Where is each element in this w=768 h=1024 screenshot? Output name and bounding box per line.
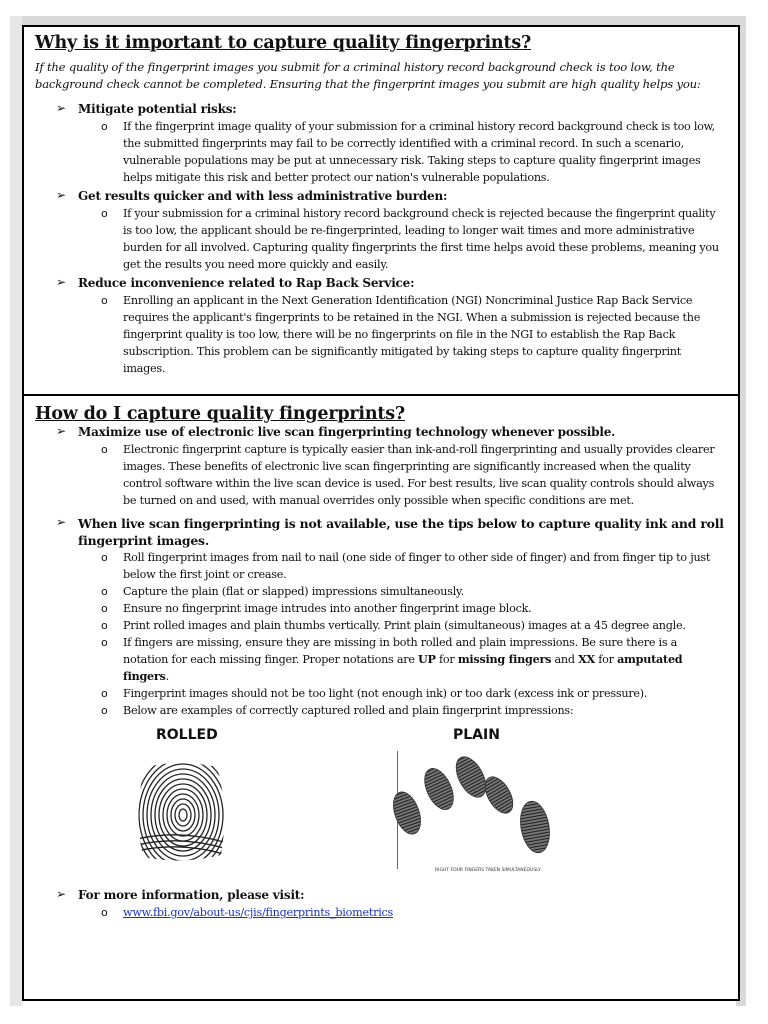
benefit-text: Enrolling an applicant in the Next Generation Identification (NGI) Noncriminal Justice Rap Back Service requires the applicant's fingerprints to be retained in the NGI. When a submission is rejected because the fingerprint quality is too low, there will be no fingerprints on file in the NGI to establish the Rap Back subscription. This problem can be significantly mitigated by taking steps to capture quality fingerprint images. [123, 294, 701, 375]
tip-detail [78, 600, 724, 617]
arrow-bullet-icon: ➢ [56, 424, 67, 438]
tip-detail [78, 685, 724, 702]
missing-fingers-term: missing fingers [457, 652, 552, 666]
tip-text: Electronic fingerprint capture is typically easier than ink-and-roll fingerprinting and usually provides clearer images. These benefits of electronic live scan fingerprinting are significantly increased when the quality control software within the live scan device is used. For best results, live scan quality controls should always be turned on and used, with manual overrides only possible when specific conditions are met. [123, 443, 715, 507]
plain-label: PLAIN [453, 727, 500, 743]
benefit-item [35, 101, 724, 186]
fingerprint-examples [35, 727, 724, 887]
notation-up: UP [418, 652, 436, 666]
benefit-item [35, 275, 724, 377]
tip-detail [78, 702, 724, 719]
circle-bullet-icon: o [101, 602, 108, 615]
capture-tips-list [35, 424, 724, 719]
page-shadow-left [10, 16, 22, 1006]
amputated-fingers-term: amputated fingers [123, 652, 683, 683]
tip-text: for [435, 653, 458, 666]
tip-detail [78, 583, 724, 600]
plain-fingerprint-image [385, 755, 561, 877]
benefit-detail [78, 118, 724, 186]
plain-caption: RIGHT FOUR FINGERS TAKEN SIMULTANEOUSLY [435, 868, 541, 873]
tip-detail [78, 549, 724, 583]
tip-text: and [551, 653, 579, 666]
how-to-capture-section [22, 394, 740, 1001]
section-title: How do I capture quality fingerprints? [35, 404, 405, 424]
rolled-fingerprint-image [131, 759, 231, 865]
circle-bullet-icon: o [101, 906, 108, 919]
arrow-bullet-icon: ➢ [56, 515, 67, 529]
more-info-link-item [78, 904, 724, 921]
benefit-heading: Get results quicker and with less administrative burden: [78, 189, 448, 203]
circle-bullet-icon: o [101, 443, 108, 456]
circle-bullet-icon: o [101, 120, 108, 133]
circle-bullet-icon: o [101, 636, 108, 649]
tip-group [35, 515, 724, 719]
tip-heading: When live scan fingerprinting is not available, use the tips below to capture quality ink and roll fingerprint images. [78, 516, 724, 548]
benefit-item [35, 188, 724, 273]
tip-heading: Maximize use of electronic live scan fingerprinting technology whenever possible. [78, 425, 616, 439]
circle-bullet-icon: o [101, 551, 108, 564]
tip-group [35, 424, 724, 509]
tip-text: Ensure no fingerprint image intrudes into another fingerprint image block. [123, 602, 532, 615]
ink-roll-tips [78, 549, 724, 719]
why-quality-section [22, 25, 740, 396]
tip-text: . [165, 670, 169, 683]
more-info-list [35, 887, 724, 921]
tip-text: Below are examples of correctly captured rolled and plain fingerprint impressions: [123, 704, 574, 717]
tip-detail [78, 617, 724, 634]
tip-text: Fingerprint images should not be too light (not enough ink) or too dark (excess ink or pressure). [123, 687, 648, 700]
circle-bullet-icon: o [101, 687, 108, 700]
tip-text: for [594, 653, 618, 666]
more-info-item [35, 887, 724, 921]
tip-text: If fingers are missing, ensure they are missing in both rolled and plain impressions. Be sure there is a notation for each missing finger. Proper notations are [123, 636, 678, 666]
benefit-detail [78, 205, 724, 273]
benefit-heading: Mitigate potential risks: [78, 102, 237, 116]
intro-paragraph: If the quality of the fingerprint images you submit for a criminal history record background check is too low, the background check cannot be completed. Ensuring that the fingerprint images you submit are high quality helps you: [35, 60, 701, 91]
benefits-list [35, 101, 724, 377]
benefit-detail [78, 292, 724, 377]
arrow-bullet-icon: ➢ [56, 101, 67, 115]
tip-text: Roll fingerprint images from nail to nail (one side of finger to other side of finger) and from finger tip to just below the first joint or crease. [123, 551, 711, 581]
tip-detail [78, 441, 724, 509]
tip-text: Capture the plain (flat or slapped) impressions simultaneously. [123, 585, 464, 598]
benefit-text: If the fingerprint image quality of your submission for a criminal history record background check is too low, the submitted fingerprints may fail to be correctly identified with a criminal record. In such a scenario, vulnerable populations may be put at unnecessary risk. Taking steps to capture quality fingerprint images helps mitigate this risk and better protect our nation's vulnerable populations. [123, 120, 715, 184]
section-title: Why is it important to capture quality fingerprints? [35, 33, 532, 53]
fbi-biometrics-link[interactable]: www.fbi.gov/about-us/cjis/fingerprints_biometrics [123, 906, 394, 919]
arrow-bullet-icon: ➢ [56, 275, 67, 289]
circle-bullet-icon: o [101, 585, 108, 598]
notation-xx: XX [578, 652, 595, 666]
tip-text: Print rolled images and plain thumbs vertically. Print plain (simultaneous) images at a 45 degree angle. [123, 619, 686, 632]
circle-bullet-icon: o [101, 619, 108, 632]
benefit-heading: Reduce inconvenience related to Rap Back Service: [78, 276, 415, 290]
circle-bullet-icon: o [101, 704, 108, 717]
rolled-label: ROLLED [156, 727, 218, 743]
arrow-bullet-icon: ➢ [56, 188, 67, 202]
more-info-heading: For more information, please visit: [78, 888, 305, 902]
benefit-text: If your submission for a criminal history record background check is rejected because the fingerprint quality is too low, the applicant should be re-fingerprinted, leading to longer wait times and more administrative burden for all involved. Capturing quality fingerprints the first time helps avoid these problems, meaning you get the results you need more quickly and easily. [123, 207, 719, 271]
circle-bullet-icon: o [101, 207, 108, 220]
tip-detail-missing-fingers [78, 634, 724, 685]
circle-bullet-icon: o [101, 294, 108, 307]
arrow-bullet-icon: ➢ [56, 887, 67, 901]
